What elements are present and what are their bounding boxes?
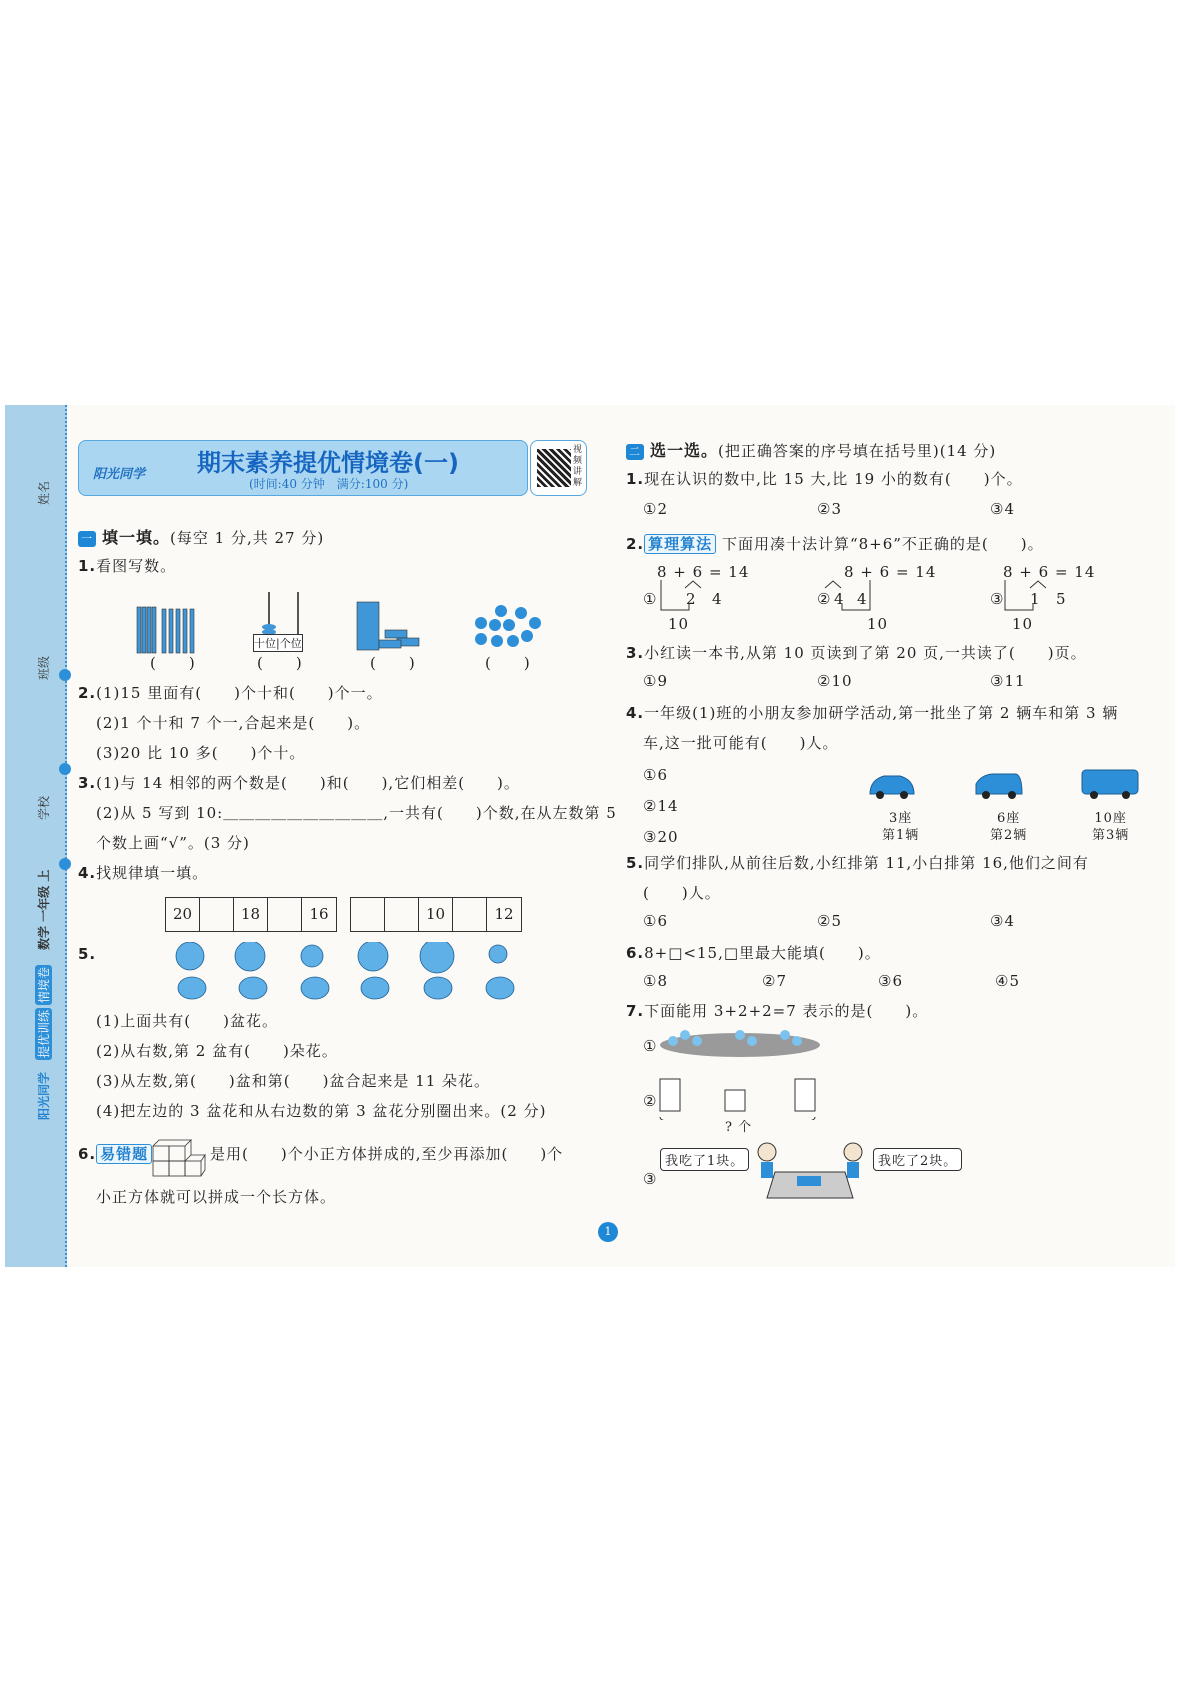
sticks-bundle-image bbox=[135, 605, 200, 655]
sequence-cell[interactable] bbox=[200, 898, 234, 931]
question-number: 5. bbox=[78, 945, 97, 963]
option-mark: ③ bbox=[990, 590, 1005, 608]
ants-image bbox=[658, 1027, 823, 1059]
split-number: 4 bbox=[857, 590, 868, 608]
method-tag: 算理算法 bbox=[644, 534, 716, 554]
question-number: 2. bbox=[626, 535, 645, 553]
option[interactable]: ③4 bbox=[990, 500, 1015, 518]
question-number: 3. bbox=[626, 644, 645, 662]
children-table-image bbox=[755, 1140, 865, 1210]
apples-image bbox=[475, 605, 545, 650]
sequence-boxes-2 bbox=[350, 897, 522, 932]
question-number: 6. bbox=[78, 1145, 97, 1163]
speech-bubble-boy: 我吃了1块。 bbox=[660, 1148, 749, 1171]
car-icon bbox=[870, 776, 914, 794]
series-tag: 情境卷 bbox=[37, 966, 51, 1003]
bus-icon bbox=[1082, 770, 1138, 794]
question-text: 找规律填一填。 bbox=[96, 864, 209, 882]
binding-dot bbox=[59, 669, 71, 681]
option[interactable]: ①9 bbox=[643, 672, 668, 690]
section-note: (把正确答案的序号填在括号里)(14 分) bbox=[718, 442, 997, 460]
question-number: 4. bbox=[626, 704, 645, 722]
page-subtitle: (时间:40 分钟 满分:100 分) bbox=[249, 477, 409, 491]
question-number: 4. bbox=[78, 864, 97, 882]
page-title: 期末素养提优情境卷(一) bbox=[197, 449, 459, 477]
speech-bubble-girl: 我吃了2块。 bbox=[873, 1148, 962, 1171]
question-text: (2)1 个十和 7 个一,合起来是( )。 bbox=[96, 714, 371, 732]
qr-icon bbox=[537, 449, 571, 487]
question-text: 车,这一批可能有( )人。 bbox=[643, 734, 839, 752]
sequence-cell[interactable] bbox=[268, 898, 302, 931]
sequence-boxes-1 bbox=[165, 897, 337, 932]
option[interactable]: ③4 bbox=[990, 912, 1015, 930]
split-number: 4 bbox=[834, 590, 845, 608]
subject-label: 数学 一年级 上 bbox=[37, 869, 51, 950]
binding-dot bbox=[59, 858, 71, 870]
question-text: ( )人。 bbox=[643, 884, 721, 902]
brace-label: ? 个 bbox=[725, 1120, 753, 1135]
question-text: (3)20 比 10 多( )个十。 bbox=[96, 744, 306, 762]
split-number: 5 bbox=[1056, 590, 1067, 608]
sequence-cell: 20 bbox=[166, 898, 200, 931]
error-prone-tag: 易错题 bbox=[96, 1144, 152, 1164]
vehicle-2 bbox=[990, 810, 1027, 844]
qr-code[interactable] bbox=[530, 440, 587, 496]
question-text: 一年级(1)班的小朋友参加研学活动,第一批坐了第 2 辆车和第 3 辆 bbox=[644, 704, 1119, 722]
split-number: 4 bbox=[712, 590, 723, 608]
abacus-ones-label: 个位 bbox=[279, 637, 302, 650]
ten-number: 10 bbox=[668, 615, 690, 633]
question-text: 小红读一本书,从第 10 页读到了第 20 页,一共读了( )页。 bbox=[644, 644, 1087, 662]
van-icon bbox=[976, 774, 1022, 794]
cubes-image bbox=[355, 600, 435, 655]
question-text: 现在认识的数中,比 15 大,比 19 小的数有( )个。 bbox=[644, 470, 1023, 488]
answer-blank[interactable]: ( ) bbox=[150, 654, 196, 672]
ten-number: 10 bbox=[1012, 615, 1034, 633]
abacus-tens-label: 十位 bbox=[254, 637, 276, 650]
brand-logo: 阳光同学 bbox=[93, 467, 146, 482]
vehicle-label: 第2辆 bbox=[990, 828, 1028, 843]
option[interactable]: ①2 bbox=[643, 500, 668, 518]
question-text: (1)15 里面有( )个十和( )个一。 bbox=[96, 684, 383, 702]
option-2[interactable]: ② bbox=[643, 1092, 658, 1110]
cube-stack-image bbox=[152, 1138, 208, 1178]
option[interactable]: ③20 bbox=[643, 828, 679, 846]
question-number: 2. bbox=[78, 684, 97, 702]
sequence-cell[interactable] bbox=[385, 898, 419, 931]
sequence-cell[interactable] bbox=[351, 898, 385, 931]
section-badge: 一 bbox=[78, 531, 96, 547]
option[interactable]: ③6 bbox=[878, 972, 903, 990]
question-number: 6. bbox=[626, 944, 645, 962]
option[interactable]: ②7 bbox=[762, 972, 787, 990]
option-1[interactable]: ① bbox=[643, 1037, 658, 1055]
section-note: (每空 1 分,共 27 分) bbox=[170, 529, 325, 547]
vehicle-seats: 10座 bbox=[1094, 811, 1127, 826]
option-3[interactable]: ③ bbox=[643, 1170, 658, 1188]
vehicle-1 bbox=[882, 810, 919, 844]
sequence-cell[interactable] bbox=[453, 898, 487, 931]
question-text: 下面用凑十法计算“8+6”不正确的是( )。 bbox=[721, 535, 1044, 553]
option[interactable]: ①6 bbox=[643, 912, 668, 930]
option[interactable]: ②3 bbox=[817, 500, 842, 518]
option[interactable]: ②5 bbox=[817, 912, 842, 930]
qr-label: 视频讲解 bbox=[573, 445, 583, 488]
sequence-cell: 18 bbox=[234, 898, 268, 931]
option[interactable]: ④5 bbox=[995, 972, 1020, 990]
title-banner bbox=[78, 440, 528, 496]
option-mark: ① bbox=[643, 590, 658, 608]
vehicle-3 bbox=[1092, 810, 1129, 844]
question-text: 是用( )个小正方体拼成的,至少再添加( )个 bbox=[210, 1145, 564, 1163]
answer-blank[interactable]: ( ) bbox=[370, 654, 416, 672]
vehicles-image bbox=[868, 768, 1143, 802]
brand-label: 阳光同学 bbox=[37, 1071, 51, 1120]
question-text: 同学们排队,从前往后数,小红排第 11,小白排第 16,他们之间有 bbox=[644, 854, 1089, 872]
cylinders-image bbox=[658, 1075, 818, 1120]
sequence-cell: 10 bbox=[419, 898, 453, 931]
section-title: 填一填。 bbox=[102, 528, 171, 547]
school-label: 学校 bbox=[37, 795, 51, 820]
binding-sidebar bbox=[5, 405, 67, 1267]
name-label: 姓名 bbox=[37, 480, 51, 505]
question-text: 8+□<15,□里最大能填( )。 bbox=[644, 944, 881, 962]
section-title: 选一选。 bbox=[650, 441, 719, 460]
option-mark: ② bbox=[817, 590, 832, 608]
question-number: 1. bbox=[78, 557, 97, 575]
binding-dot bbox=[59, 763, 71, 775]
question-number: 3. bbox=[78, 774, 97, 792]
option[interactable]: ①6 bbox=[643, 766, 668, 784]
question-text: (1)上面共有( )盆花。 bbox=[96, 1012, 278, 1030]
question-text: (1)与 14 相邻的两个数是( )和( ),它们相差( )。 bbox=[96, 774, 520, 792]
question-text: (2)从 5 写到 10:＿＿＿＿＿＿＿＿＿＿,一共有( )个数,在从左数第 5 bbox=[96, 804, 617, 822]
question-text: 看图写数。 bbox=[96, 557, 177, 575]
page-number: 1 bbox=[598, 1222, 618, 1242]
option[interactable]: ③11 bbox=[990, 672, 1026, 690]
training-tag: 提优训练 bbox=[37, 1009, 51, 1058]
section-badge: 二 bbox=[626, 444, 644, 460]
vehicle-seats: 3座 bbox=[889, 811, 913, 826]
class-label: 班级 bbox=[37, 655, 51, 680]
vehicle-seats: 6座 bbox=[997, 811, 1021, 826]
question-number: 7. bbox=[626, 1002, 645, 1020]
option[interactable]: ②10 bbox=[817, 672, 853, 690]
vehicle-label: 第3辆 bbox=[1092, 828, 1130, 843]
sequence-cell: 16 bbox=[309, 905, 329, 923]
question-text: 小正方体就可以拼成一个长方体。 bbox=[96, 1188, 337, 1206]
question-text: 个数上画“√”。(3 分) bbox=[96, 834, 250, 852]
flower-pots-image bbox=[160, 942, 540, 1002]
answer-blank[interactable]: ( ) bbox=[257, 654, 303, 672]
question-text: (2)从右数,第 2 盆有( )朵花。 bbox=[96, 1042, 338, 1060]
vehicle-label: 第1辆 bbox=[882, 828, 920, 843]
ten-number: 10 bbox=[867, 615, 889, 633]
equation: 8 + 6 = 14 bbox=[844, 563, 937, 581]
question-text: (3)从左数,第( )盆和第( )盆合起来是 11 朵花。 bbox=[96, 1072, 491, 1090]
equation: 8 + 6 = 14 bbox=[657, 563, 750, 581]
make-ten-lines bbox=[655, 578, 1135, 618]
option[interactable]: ②14 bbox=[643, 797, 679, 815]
question-number: 5. bbox=[626, 854, 645, 872]
sequence-cell: 12 bbox=[494, 905, 514, 923]
split-number: 2 bbox=[686, 590, 697, 608]
question-text: 下面能用 3+2+2=7 表示的是( )。 bbox=[644, 1002, 929, 1020]
answer-blank[interactable]: ( ) bbox=[485, 654, 531, 672]
question-text: (4)把左边的 3 盆花和从右边数的第 3 盆花分别圈出来。(2 分) bbox=[96, 1102, 547, 1120]
option[interactable]: ①8 bbox=[643, 972, 668, 990]
equation: 8 + 6 = 14 bbox=[1003, 563, 1096, 581]
split-number: 1 bbox=[1030, 590, 1041, 608]
question-number: 1. bbox=[626, 470, 645, 488]
